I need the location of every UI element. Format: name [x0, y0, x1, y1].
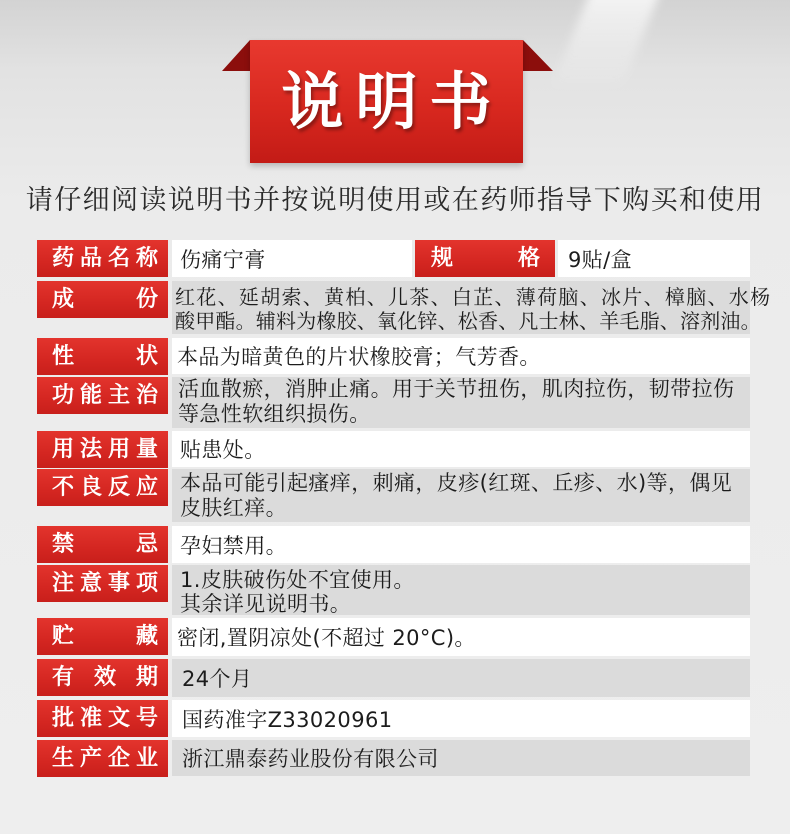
- value-line: 红花、延胡索、黄柏、儿茶、白芷、薄荷脑、冰片、樟脑、水杨: [175, 285, 772, 309]
- row-storage: [37, 618, 750, 656]
- value-ingredients: [172, 281, 772, 334]
- row-manufacturer: [37, 740, 750, 776]
- value-adverse-reactions: [172, 469, 750, 522]
- label-product-name: 药品名称: [37, 240, 168, 277]
- row-adverse-reactions: [37, 469, 750, 522]
- row-shelf-life: [37, 659, 750, 697]
- reading-notice: 请仔细阅读说明书并按说明使用或在药师指导下购买和使用: [25, 185, 765, 216]
- label-contraindications: 禁 忌: [37, 526, 168, 563]
- row-dosage: [37, 431, 750, 467]
- row-approval-number: [37, 700, 750, 737]
- banner-fold-right: [523, 40, 553, 71]
- label-adverse-reactions: 不良反应: [37, 469, 168, 506]
- label-ingredients: 成 份: [37, 281, 168, 318]
- label-precautions: 注意事项: [37, 565, 168, 602]
- row-name-spec: [37, 240, 750, 277]
- value-contraindications: 孕妇禁用。: [172, 526, 750, 563]
- label-manufacturer: 生产企业: [37, 740, 168, 777]
- label-storage: 贮 藏: [37, 618, 168, 655]
- row-contraindications: [37, 526, 750, 563]
- value-precautions: [172, 565, 750, 615]
- label-specification: 规 格: [415, 240, 555, 277]
- row-properties: [37, 338, 750, 374]
- row-indications: [37, 377, 750, 428]
- value-manufacturer: 浙江鼎泰药业股份有限公司: [172, 740, 750, 776]
- value-line: 1.皮肤破伤处不宜使用。: [180, 568, 415, 592]
- value-line: 酸甲酯。辅料为橡胶、氧化锌、松香、凡士林、羊毛脂、溶剂油。: [175, 309, 761, 333]
- value-approval-number: 国药准字Z33020961: [172, 700, 750, 737]
- value-properties: 本品为暗黄色的片状橡胶膏；气芳香。: [172, 338, 750, 374]
- value-line: 其余详见说明书。: [180, 592, 352, 616]
- label-approval-number: 批准文号: [37, 700, 168, 737]
- value-line: 等急性软组织损伤。: [178, 402, 371, 426]
- value-line: 皮肤红痒。: [180, 496, 287, 520]
- value-specification: 9贴/盒: [558, 240, 750, 277]
- value-product-name: 伤痛宁膏: [172, 240, 412, 277]
- banner-fold-left: [222, 40, 250, 71]
- label-indications: 功能主治: [37, 377, 168, 414]
- value-line: 活血散瘀，消肿止痛。用于关节扭伤，肌肉拉伤，韧带拉伤: [178, 377, 735, 401]
- label-properties: 性 状: [37, 338, 168, 375]
- value-storage: 密闭,置阴凉处(不超过 20°C)。: [172, 618, 750, 656]
- label-dosage: 用法用量: [37, 431, 168, 468]
- value-shelf-life: 24个月: [172, 659, 750, 697]
- row-ingredients: [37, 281, 772, 334]
- value-dosage: 贴患处。: [172, 431, 750, 467]
- label-shelf-life: 有 效 期: [37, 659, 168, 696]
- row-precautions: [37, 565, 750, 615]
- title-banner: [250, 40, 523, 163]
- page-title: 说明书: [281, 65, 504, 138]
- value-line: 本品可能引起瘙痒，刺痛，皮疹(红斑、丘疹、水)等，偶见: [180, 471, 733, 495]
- background-highlight: [551, 0, 669, 90]
- value-indications: [172, 377, 750, 428]
